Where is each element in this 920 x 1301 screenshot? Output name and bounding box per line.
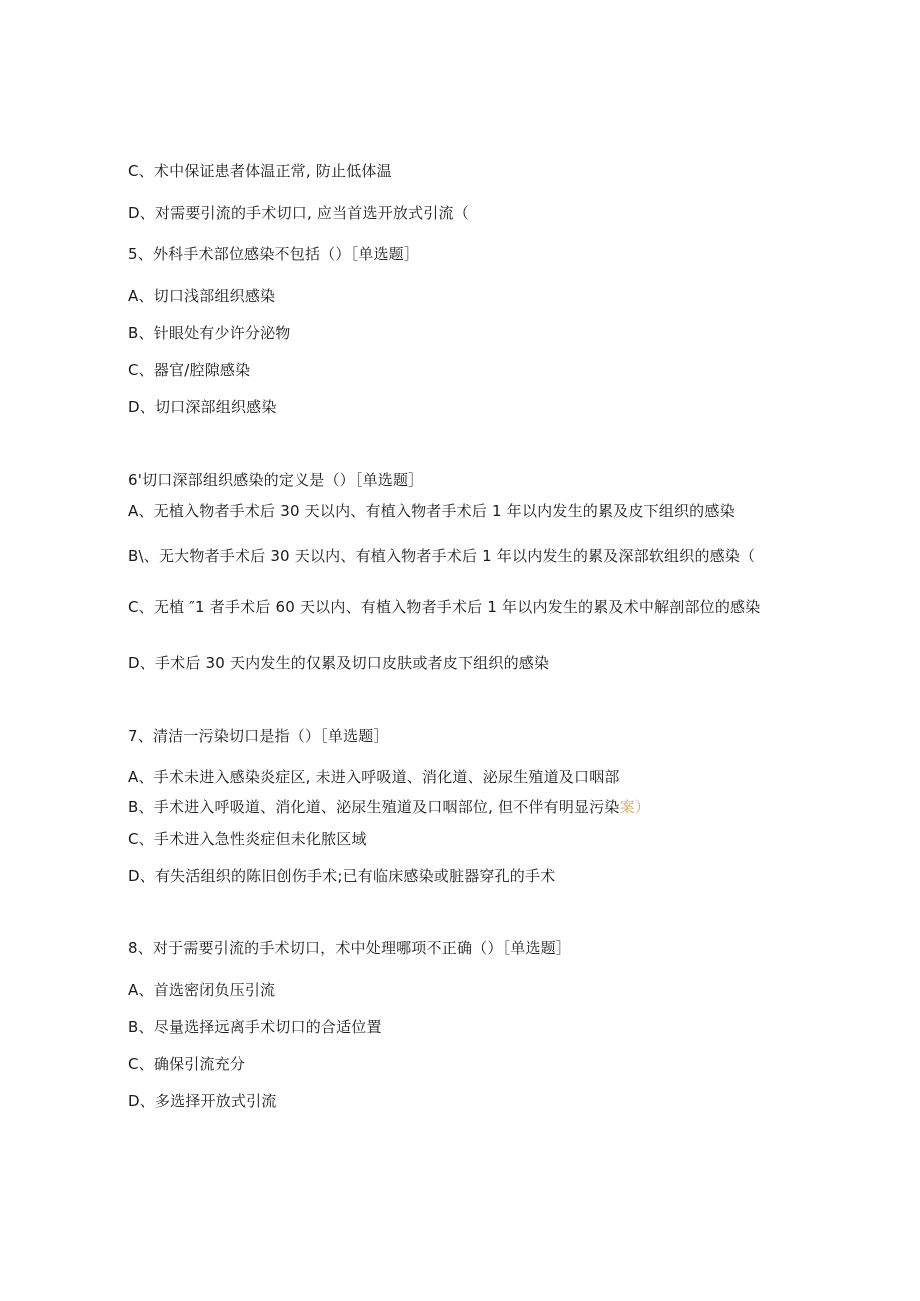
question-7-option-d: D、有失活组织的陈旧创伤手术;已有临床感染或脏器穿孔的手术 bbox=[128, 867, 556, 885]
prev-option-d: D、对需要引流的手术切口, 应当首选开放式引流（ bbox=[128, 204, 469, 222]
question-7-option-c: C、手术进入急性炎症但未化脓区域 bbox=[128, 830, 367, 848]
question-8-stem: 8、对于需要引流的手术切口，术中处理哪项不正确（）［单选题］ bbox=[128, 939, 572, 957]
question-8-option-b: B、尽量选择远离手术切口的合适位置 bbox=[128, 1018, 382, 1036]
question-6-option-c: C、无植 ″1 者手术后 60 天以内、有植入物者手术后 1 年以内发生的累及术中解剖部位的感染 bbox=[128, 598, 761, 616]
question-7-option-b bbox=[128, 796, 788, 818]
question-5-option-a: A、切口浅部组织感染 bbox=[128, 287, 276, 305]
question-5-option-d: D、切口深部组织感染 bbox=[128, 398, 277, 416]
question-7-option-a: A、手术未进入感染炎症区, 未进入呼吸道、消化道、泌尿生殖道及口咽部 bbox=[128, 768, 620, 786]
question-6-stem: 6'切口深部组织感染的定义是（）［单选题］ bbox=[128, 471, 424, 489]
question-6-option-b: B\、无大物者手术后 30 天以内、有植入物者手术后 1 年以内发生的累及深部软组织的感染（ bbox=[128, 547, 756, 565]
question-8-option-c: C、确保引流充分 bbox=[128, 1055, 246, 1073]
prev-option-c: C、术中保证患者体温正常, 防止低体温 bbox=[128, 162, 392, 180]
question-5-option-b: B、针眼处有少许分泌物 bbox=[128, 324, 291, 342]
question-7-option-b-tail: 案） bbox=[619, 798, 651, 816]
question-6-option-d: D、手术后 30 天内发生的仅累及切口皮肤或者皮下组织的感染 bbox=[128, 654, 550, 672]
question-6-option-a: A、无植入物者手术后 30 天以内、有植入物者手术后 1 年以内发生的累及皮下组织的感染 bbox=[128, 502, 735, 520]
question-8-option-d: D、多选择开放式引流 bbox=[128, 1092, 277, 1110]
question-5-option-c: C、器官/腔隙感染 bbox=[128, 361, 251, 379]
question-7-option-b-text: B、手术进入呼吸道、消化道、泌尿生殖道及口咽部位, 但不伴有明显污染 bbox=[128, 798, 620, 816]
question-7-stem: 7、清洁一污染切口是指（）［单选题］ bbox=[128, 727, 389, 745]
question-8-option-a: A、首选密闭负压引流 bbox=[128, 981, 276, 999]
question-5-stem: 5、外科手术部位感染不包括（）［单选题］ bbox=[128, 245, 420, 263]
